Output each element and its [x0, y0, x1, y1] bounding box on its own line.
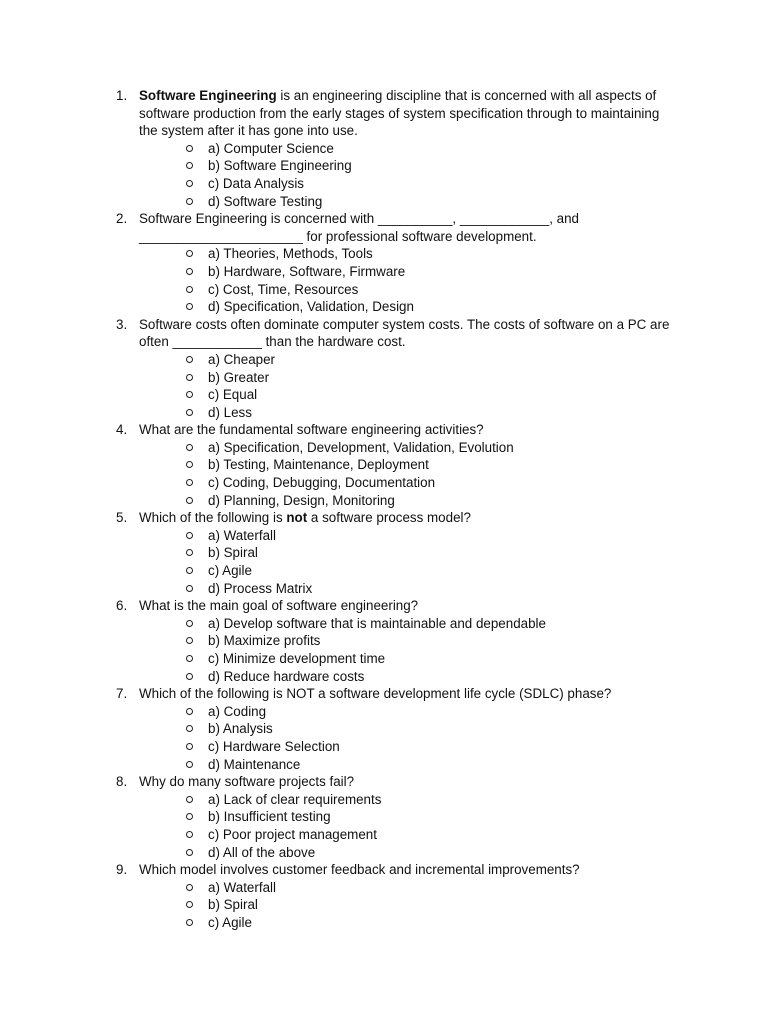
answer-option: [139, 439, 676, 457]
hollow-circle-bullet-icon: [186, 162, 193, 169]
hollow-circle-bullet-icon: [186, 532, 193, 539]
hollow-circle-bullet-icon: [186, 901, 193, 908]
question-8: [116, 773, 676, 861]
question-text: [139, 421, 676, 439]
question-4: [116, 421, 676, 509]
question-number: 8.: [116, 774, 128, 790]
answer-option-label: c) Coding, Debugging, Documentation: [208, 475, 436, 491]
question-text: [139, 210, 676, 245]
question-text-pre: What are the fundamental software engineering activities?: [139, 422, 484, 438]
hollow-circle-bullet-icon: [186, 145, 193, 152]
answer-option-label: c) Agile: [208, 563, 252, 579]
hollow-circle-bullet-icon: [186, 180, 193, 187]
answer-option: [139, 298, 676, 316]
answer-option-label: d) Planning, Design, Monitoring: [208, 492, 395, 508]
hollow-circle-bullet-icon: [186, 620, 193, 627]
answer-option-label: a) Theories, Methods, Tools: [208, 246, 373, 262]
hollow-circle-bullet-icon: [186, 884, 193, 891]
question-text-pre: Which of the following is: [139, 510, 287, 526]
option-list: [139, 439, 676, 509]
option-list: [139, 527, 676, 597]
answer-option-label: b) Analysis: [208, 721, 273, 737]
answer-option-label: d) Software Testing: [208, 193, 323, 209]
hollow-circle-bullet-icon: [186, 356, 193, 363]
answer-option: [139, 826, 676, 844]
question-number: 3.: [116, 316, 128, 332]
answer-option-label: c) Cost, Time, Resources: [208, 281, 359, 297]
hollow-circle-bullet-icon: [186, 831, 193, 838]
answer-option: [139, 369, 676, 387]
answer-option: [139, 615, 676, 633]
answer-option: [139, 386, 676, 404]
answer-option-label: a) Computer Science: [208, 140, 334, 156]
hollow-circle-bullet-icon: [186, 444, 193, 451]
option-list: [139, 791, 676, 861]
answer-option-label: b) Maximize profits: [208, 633, 321, 649]
hollow-circle-bullet-icon: [186, 391, 193, 398]
answer-option-label: a) Coding: [208, 703, 267, 719]
hollow-circle-bullet-icon: [186, 849, 193, 856]
question-1: [116, 87, 676, 210]
answer-option-label: b) Insufficient testing: [208, 809, 331, 825]
hollow-circle-bullet-icon: [186, 286, 193, 293]
hollow-circle-bullet-icon: [186, 708, 193, 715]
answer-option-label: a) Waterfall: [208, 527, 276, 543]
answer-option-label: b) Hardware, Software, Firmware: [208, 263, 406, 279]
question-9: [116, 861, 676, 931]
question-number: 1.: [116, 88, 128, 103]
answer-option: [139, 720, 676, 738]
question-text-bold: not: [286, 510, 308, 526]
question-text: [139, 685, 676, 703]
hollow-circle-bullet-icon: [186, 743, 193, 750]
answer-option: [139, 738, 676, 756]
answer-option: [139, 527, 676, 545]
answer-option: [139, 157, 676, 175]
hollow-circle-bullet-icon: [186, 268, 193, 275]
answer-option: [139, 456, 676, 474]
option-list: [139, 140, 676, 210]
answer-option-label: c) Poor project management: [208, 826, 377, 842]
question-7: [116, 685, 676, 773]
hollow-circle-bullet-icon: [186, 567, 193, 574]
option-list: [139, 245, 676, 315]
question-3: [116, 316, 676, 422]
question-text: [139, 87, 676, 140]
answer-option-label: c) Agile: [208, 914, 252, 930]
answer-option: [139, 474, 676, 492]
hollow-circle-bullet-icon: [186, 655, 193, 662]
answer-option-label: c) Hardware Selection: [208, 738, 340, 754]
answer-option-label: a) Cheaper: [208, 351, 275, 367]
answer-option: [139, 668, 676, 686]
answer-option: [139, 562, 676, 580]
question-text: [139, 509, 676, 527]
hollow-circle-bullet-icon: [186, 796, 193, 803]
hollow-circle-bullet-icon: [186, 409, 193, 416]
answer-option-label: d) Maintenance: [208, 756, 301, 772]
question-text-post: a software process model?: [307, 510, 471, 526]
answer-option: [139, 492, 676, 510]
answer-option: [139, 245, 676, 263]
answer-option-label: d) All of the above: [208, 844, 316, 860]
answer-option: [139, 914, 676, 932]
answer-option: [139, 791, 676, 809]
answer-option-label: d) Specification, Validation, Design: [208, 299, 414, 315]
hollow-circle-bullet-icon: [186, 637, 193, 644]
option-list: [139, 615, 676, 685]
question-text-bold: Software Engineering: [139, 88, 277, 103]
answer-option: [139, 175, 676, 193]
hollow-circle-bullet-icon: [186, 374, 193, 381]
question-number: 9.: [116, 862, 128, 878]
answer-option: [139, 544, 676, 562]
hollow-circle-bullet-icon: [186, 479, 193, 486]
question-text: [139, 316, 676, 351]
question-number: 5.: [116, 510, 128, 526]
answer-option: [139, 580, 676, 598]
answer-option-label: a) Waterfall: [208, 879, 276, 895]
question-5: [116, 509, 676, 597]
question-2: [116, 210, 676, 316]
option-list: [139, 351, 676, 421]
answer-option: [139, 808, 676, 826]
answer-option-label: c) Minimize development time: [208, 651, 386, 666]
question-text-pre: Which model involves customer feedback and incremental improvements?: [139, 862, 580, 878]
answer-option: [139, 281, 676, 299]
question-6: [116, 597, 676, 685]
question-text-pre: Software costs often dominate computer system costs. The costs of software on a PC are often ____________ than the hardware cost.: [139, 316, 670, 350]
hollow-circle-bullet-icon: [186, 198, 193, 205]
question-number: 4.: [116, 422, 128, 438]
question-text-pre: Which of the following is NOT a software development life cycle (SDLC) phase?: [139, 686, 612, 702]
answer-option: [139, 632, 676, 650]
question-number: 2.: [116, 211, 128, 227]
hollow-circle-bullet-icon: [186, 813, 193, 820]
hollow-circle-bullet-icon: [186, 725, 193, 732]
answer-option-label: c) Data Analysis: [208, 175, 305, 191]
answer-option: [139, 844, 676, 862]
hollow-circle-bullet-icon: [186, 673, 193, 680]
question-text: [139, 861, 676, 879]
hollow-circle-bullet-icon: [186, 585, 193, 592]
answer-option-label: a) Lack of clear requirements: [208, 791, 382, 807]
answer-option: [139, 193, 676, 211]
answer-option-label: d) Process Matrix: [208, 580, 313, 596]
answer-option-label: b) Greater: [208, 369, 270, 385]
answer-option: [139, 263, 676, 281]
answer-option-label: a) Develop software that is maintainable and dependable: [208, 615, 546, 631]
answer-option: [139, 703, 676, 721]
answer-option: [139, 896, 676, 914]
question-text: [139, 773, 676, 791]
answer-option-label: b) Spiral: [208, 897, 258, 913]
hollow-circle-bullet-icon: [186, 549, 193, 556]
hollow-circle-bullet-icon: [186, 303, 193, 310]
hollow-circle-bullet-icon: [186, 761, 193, 768]
question-text: [139, 597, 676, 615]
question-list: [116, 87, 676, 932]
question-number: 6.: [116, 598, 128, 614]
hollow-circle-bullet-icon: [186, 919, 193, 926]
answer-option-label: d) Less: [208, 404, 252, 420]
hollow-circle-bullet-icon: [186, 497, 193, 504]
option-list: [139, 879, 676, 932]
answer-option-label: a) Specification, Development, Validation, Evolution: [208, 439, 514, 455]
hollow-circle-bullet-icon: [186, 250, 193, 257]
answer-option: [139, 879, 676, 897]
question-text-pre: Software Engineering is concerned with __________, ____________, and ______________________ for professional software development.: [139, 211, 579, 244]
hollow-circle-bullet-icon: [186, 461, 193, 468]
answer-option-label: c) Equal: [208, 387, 258, 403]
question-text-pre: What is the main goal of software engineering?: [139, 598, 419, 614]
answer-option: [139, 756, 676, 774]
answer-option-label: b) Spiral: [208, 545, 258, 561]
answer-option: [139, 140, 676, 158]
question-number: 7.: [116, 686, 128, 702]
answer-option-label: b) Testing, Maintenance, Deployment: [208, 457, 429, 473]
question-text-pre: Why do many software projects fail?: [139, 774, 355, 790]
answer-option: [139, 351, 676, 369]
question-text-post: is an engineering discipline that is concerned with all aspects of software production from the early stages of system specification through to maintaining the system after it has gone into use.: [139, 88, 660, 139]
answer-option-label: d) Reduce hardware costs: [208, 668, 365, 684]
option-list: [139, 703, 676, 773]
answer-option-label: b) Software Engineering: [208, 158, 352, 174]
answer-option: [139, 404, 676, 422]
answer-option: [139, 650, 676, 668]
